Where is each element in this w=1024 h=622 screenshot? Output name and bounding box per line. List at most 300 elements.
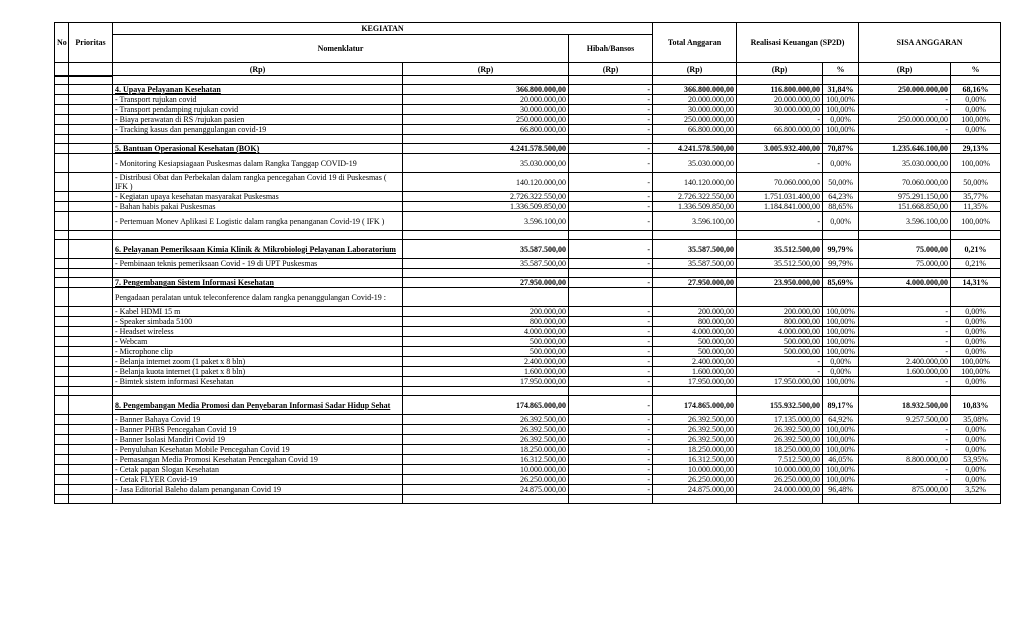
realisasi-cell: 17.135.000,00 (737, 415, 823, 425)
sisa-pct-cell: 0,00% (951, 347, 1001, 357)
item-row (55, 485, 1001, 495)
nilai-cell: 35.587.500,00 (403, 240, 569, 259)
item-name: - Biaya perawatan di RS /rujukan pasien (113, 115, 403, 125)
realisasi-cell: - (737, 357, 823, 367)
prioritas-cell (69, 435, 113, 445)
empty-cell (951, 76, 1001, 85)
hibah-cell: - (569, 85, 653, 95)
realisasi-pct-cell: 0,00% (823, 367, 859, 377)
empty-cell (823, 135, 859, 144)
spacer-row (55, 387, 1001, 396)
empty-cell (737, 135, 823, 144)
realisasi-cell: 116.800.000,00 (737, 85, 823, 95)
total-cell: 26.392.500,00 (653, 415, 737, 425)
no-cell (55, 445, 69, 455)
realisasi-cell: 20.000.000,00 (737, 95, 823, 105)
sisa-pct-cell: 100,00% (951, 367, 1001, 377)
unit-realisasi: (Rp) (737, 63, 823, 76)
prioritas-cell (69, 445, 113, 455)
item-name: - Kegiatan upaya kesehatan masyarakat Puskesmas (113, 192, 403, 202)
prioritas-cell (69, 396, 113, 415)
prioritas-cell (69, 307, 113, 317)
hibah-cell: - (569, 307, 653, 317)
nilai-cell: 26.392.500,00 (403, 435, 569, 445)
hibah-cell: - (569, 475, 653, 485)
item-name: - Headset wireless (113, 327, 403, 337)
realisasi-cell: - (737, 154, 823, 173)
unit-nilai: (Rp) (403, 63, 569, 76)
sisa-pct-cell: 35,08% (951, 415, 1001, 425)
empty-cell (69, 231, 113, 240)
sisa-pct-cell: 0,00% (951, 317, 1001, 327)
sisa-pct-cell: 0,00% (951, 125, 1001, 135)
section-title: 7. Pengembangan Sistem Informasi Kesehatan (113, 278, 403, 288)
no-cell (55, 367, 69, 377)
item-name: - Cetak papan Slogan Kesehatan (113, 465, 403, 475)
empty-cell (113, 135, 403, 144)
empty-cell (403, 135, 569, 144)
item-name: - Jasa Editorial Baleho dalam penanganan Covid 19 (113, 485, 403, 495)
sisa-cell: - (859, 337, 951, 347)
realisasi-pct-cell: 100,00% (823, 377, 859, 387)
realisasi-pct-cell: 0,00% (823, 357, 859, 367)
sisa-cell: 18.932.500,00 (859, 396, 951, 415)
prioritas-cell (69, 357, 113, 367)
sisa-pct-cell: 53,95% (951, 455, 1001, 465)
hibah-cell: - (569, 259, 653, 269)
unit-total: (Rp) (653, 63, 737, 76)
hibah-cell: - (569, 455, 653, 465)
item-row (55, 415, 1001, 425)
empty-cell (823, 495, 859, 504)
no-cell (55, 337, 69, 347)
total-cell: 16.312.500,00 (653, 455, 737, 465)
sisa-pct-cell: 0,00% (951, 465, 1001, 475)
empty-cell (859, 269, 951, 278)
total-cell: 3.596.100,00 (653, 212, 737, 231)
prioritas-cell (69, 240, 113, 259)
hibah-cell: - (569, 465, 653, 475)
prioritas-cell (69, 192, 113, 202)
total-cell: 200.000,00 (653, 307, 737, 317)
item-name: - Kabel HDMI 15 m (113, 307, 403, 317)
sisa-cell: - (859, 347, 951, 357)
total-cell: 18.250.000,00 (653, 445, 737, 455)
realisasi-pct-cell: 0,00% (823, 212, 859, 231)
item-name: - Belanja internet zoom (1 paket x 8 bln) (113, 357, 403, 367)
item-row (55, 357, 1001, 367)
empty-cell (951, 231, 1001, 240)
total-cell: 10.000.000,00 (653, 465, 737, 475)
no-cell (55, 357, 69, 367)
empty-cell (55, 76, 69, 85)
item-row (55, 95, 1001, 105)
item-name: - Bahan habis pakai Puskesmas (113, 202, 403, 212)
empty-cell (69, 76, 113, 85)
no-cell (55, 173, 69, 192)
realisasi-pct-cell: 100,00% (823, 317, 859, 327)
total-cell: 4.000.000,00 (653, 327, 737, 337)
prioritas-cell (69, 317, 113, 327)
section-title: 6. Pelayanan Pemeriksaan Kimia Klinik & Mikrobiologi Pelayanan Laboratorium (113, 240, 403, 259)
empty-cell (569, 76, 653, 85)
item-name: - Microphone clip (113, 347, 403, 357)
no-cell (55, 240, 69, 259)
realisasi-pct-cell: 99,79% (823, 240, 859, 259)
no-cell (55, 115, 69, 125)
realisasi-cell: - (737, 367, 823, 377)
sisa-pct-cell: 0,00% (951, 425, 1001, 435)
sisa-cell: 1.235.646.100,00 (859, 144, 951, 154)
empty-cell (55, 387, 69, 396)
header-nomenklatur: Nomenklatur (113, 35, 569, 63)
nilai-cell: 10.000.000,00 (403, 465, 569, 475)
item-row (55, 259, 1001, 269)
total-cell: 140.120.000,00 (653, 173, 737, 192)
hibah-cell: - (569, 212, 653, 231)
item-name: - Belanja kuota internet (1 paket x 8 bln) (113, 367, 403, 377)
item-row (55, 425, 1001, 435)
empty-cell (653, 387, 737, 396)
sisa-cell: 250.000.000,00 (859, 115, 951, 125)
sisa-cell: - (859, 125, 951, 135)
realisasi-cell: 800.000,00 (737, 317, 823, 327)
sisa-cell: 8.800.000,00 (859, 455, 951, 465)
prioritas-cell (69, 377, 113, 387)
empty-cell (569, 269, 653, 278)
empty-cell (69, 135, 113, 144)
nilai-cell: 4.241.578.500,00 (403, 144, 569, 154)
nilai-cell: 1.600.000,00 (403, 367, 569, 377)
empty-cell (653, 135, 737, 144)
sisa-pct-cell: 0,00% (951, 337, 1001, 347)
realisasi-pct-cell: 100,00% (823, 307, 859, 317)
sisa-pct-cell: 14,31% (951, 278, 1001, 288)
hibah-cell: - (569, 337, 653, 347)
total-cell: 24.875.000,00 (653, 485, 737, 495)
item-row (55, 327, 1001, 337)
item-name: - Cetak FLYER Covid-19 (113, 475, 403, 485)
nilai-cell: 2.726.322.550,00 (403, 192, 569, 202)
sisa-cell: - (859, 317, 951, 327)
empty-cell (653, 269, 737, 278)
total-cell: 1.600.000,00 (653, 367, 737, 377)
empty-cell (569, 495, 653, 504)
sisa-cell: 2.400.000,00 (859, 357, 951, 367)
sisa-pct-cell: 29,13% (951, 144, 1001, 154)
item-name: - Bimtek sistem informasi Kesehatan (113, 377, 403, 387)
no-cell (55, 485, 69, 495)
prioritas-cell (69, 367, 113, 377)
unit-nomenklatur: (Rp) (113, 63, 403, 76)
sisa-cell: - (859, 105, 951, 115)
prioritas-cell (69, 347, 113, 357)
nilai-cell: 174.865.000,00 (403, 396, 569, 415)
empty-cell (55, 135, 69, 144)
section-note: Pengadaan peralatan untuk teleconference dalam rangka penanggulangan Covid-19 : (113, 288, 403, 307)
sisa-cell: 9.257.500,00 (859, 415, 951, 425)
realisasi-cell: 26.250.000,00 (737, 475, 823, 485)
unit-sisa-pct: % (951, 63, 1001, 76)
empty-cell (69, 269, 113, 278)
nilai-cell: 16.312.500,00 (403, 455, 569, 465)
hibah-cell: - (569, 445, 653, 455)
hibah-cell: - (569, 202, 653, 212)
realisasi-cell: 500.000,00 (737, 347, 823, 357)
item-row (55, 192, 1001, 202)
section-title: 4. Upaya Pelayanan Kesehatan (113, 85, 403, 95)
empty-cell (951, 269, 1001, 278)
item-row (55, 347, 1001, 357)
realisasi-cell: 7.512.500,00 (737, 455, 823, 465)
no-cell (55, 85, 69, 95)
nilai-cell: 27.950.000,00 (403, 278, 569, 288)
no-cell (55, 377, 69, 387)
realisasi-cell: - (737, 212, 823, 231)
no-cell (55, 144, 69, 154)
realisasi-cell: 200.000,00 (737, 307, 823, 317)
realisasi-cell: 70.060.000,00 (737, 173, 823, 192)
no-cell (55, 192, 69, 202)
realisasi-pct-cell: 0,00% (823, 115, 859, 125)
prioritas-cell (69, 337, 113, 347)
realisasi-pct-cell: 99,79% (823, 259, 859, 269)
sisa-pct-cell: 0,00% (951, 435, 1001, 445)
nilai-cell: 500.000,00 (403, 347, 569, 357)
realisasi-pct-cell: 50,00% (823, 173, 859, 192)
prioritas-cell (69, 278, 113, 288)
no-cell (55, 202, 69, 212)
item-name: - Transport pendamping rujukan covid (113, 105, 403, 115)
note-row (55, 288, 1001, 307)
total-cell: 1.336.509.850,00 (653, 202, 737, 212)
sisa-pct-cell: 10,83% (951, 396, 1001, 415)
realisasi-pct-cell: 85,69% (823, 278, 859, 288)
hibah-cell: - (569, 173, 653, 192)
empty-cell (403, 269, 569, 278)
sisa-cell: - (859, 307, 951, 317)
no-cell (55, 435, 69, 445)
no-cell (55, 125, 69, 135)
hibah-cell: - (569, 415, 653, 425)
budget-table-body (55, 76, 1001, 504)
total-cell: 800.000,00 (653, 317, 737, 327)
empty-cell (403, 76, 569, 85)
prioritas-cell (69, 212, 113, 231)
total-cell: 27.950.000,00 (653, 278, 737, 288)
header-kegiatan: KEGIATAN (113, 23, 653, 35)
nilai-cell: 30.000.000,00 (403, 105, 569, 115)
item-row (55, 115, 1001, 125)
hibah-cell: - (569, 154, 653, 173)
empty-cell (951, 495, 1001, 504)
realisasi-cell: 1.184.841.000,00 (737, 202, 823, 212)
section-row (55, 396, 1001, 415)
hibah-cell: - (569, 485, 653, 495)
hibah-cell: - (569, 327, 653, 337)
spacer-row (55, 135, 1001, 144)
prioritas-cell (69, 202, 113, 212)
nilai-cell: 26.392.500,00 (403, 415, 569, 425)
item-row (55, 317, 1001, 327)
no-cell (55, 307, 69, 317)
hibah-cell: - (569, 367, 653, 377)
empty-cell (403, 495, 569, 504)
item-row (55, 212, 1001, 231)
empty-cell (55, 269, 69, 278)
item-row (55, 337, 1001, 347)
total-cell: 26.250.000,00 (653, 475, 737, 485)
no-cell (55, 455, 69, 465)
sisa-cell: 35.030.000,00 (859, 154, 951, 173)
empty-cell (569, 387, 653, 396)
prioritas-cell (69, 455, 113, 465)
realisasi-pct-cell: 100,00% (823, 327, 859, 337)
no-cell (55, 212, 69, 231)
nilai-cell: 26.250.000,00 (403, 475, 569, 485)
unit-sisa: (Rp) (859, 63, 951, 76)
sisa-cell: 250.000.000,00 (859, 85, 951, 95)
no-cell (55, 347, 69, 357)
realisasi-cell: 30.000.000,00 (737, 105, 823, 115)
empty-cell (859, 76, 951, 85)
sisa-cell: 1.600.000,00 (859, 367, 951, 377)
item-row (55, 173, 1001, 192)
hibah-cell: - (569, 144, 653, 154)
realisasi-cell: 17.950.000,00 (737, 377, 823, 387)
empty-cell (951, 387, 1001, 396)
empty-cell (653, 495, 737, 504)
item-name: - Distribusi Obat dan Perbekalan dalam rangka pencegahan Covid 19 di Puskesmas ( IFK ) (113, 173, 403, 192)
item-row (55, 475, 1001, 485)
empty-cell (737, 288, 823, 307)
sisa-pct-cell: 100,00% (951, 115, 1001, 125)
hibah-cell: - (569, 125, 653, 135)
item-row (55, 105, 1001, 115)
sisa-cell: - (859, 377, 951, 387)
empty-cell (69, 387, 113, 396)
realisasi-pct-cell: 0,00% (823, 154, 859, 173)
empty-cell (569, 231, 653, 240)
nilai-cell: 17.950.000,00 (403, 377, 569, 387)
realisasi-cell: 35.512.500,00 (737, 259, 823, 269)
total-cell: 4.241.578.500,00 (653, 144, 737, 154)
total-cell: 500.000,00 (653, 347, 737, 357)
empty-cell (69, 495, 113, 504)
empty-cell (859, 495, 951, 504)
realisasi-pct-cell: 89,17% (823, 396, 859, 415)
item-name: - Pertemuan Monev Aplikasi E Logistic dalam rangka penanganan Covid-19 ( IFK ) (113, 212, 403, 231)
realisasi-cell: 155.932.500,00 (737, 396, 823, 415)
empty-cell (737, 76, 823, 85)
nilai-cell: 26.392.500,00 (403, 425, 569, 435)
empty-cell (859, 135, 951, 144)
total-cell: 2.400.000,00 (653, 357, 737, 367)
total-cell: 26.392.500,00 (653, 425, 737, 435)
item-row (55, 445, 1001, 455)
no-cell (55, 327, 69, 337)
empty-cell (113, 231, 403, 240)
empty-cell (737, 231, 823, 240)
nilai-cell: 24.875.000,00 (403, 485, 569, 495)
empty-cell (823, 269, 859, 278)
sisa-cell: 70.060.000,00 (859, 173, 951, 192)
item-row (55, 465, 1001, 475)
total-cell: 35.587.500,00 (653, 240, 737, 259)
hibah-cell: - (569, 425, 653, 435)
no-cell (55, 475, 69, 485)
total-cell: 17.950.000,00 (653, 377, 737, 387)
empty-cell (823, 387, 859, 396)
total-cell: 35.587.500,00 (653, 259, 737, 269)
item-row (55, 435, 1001, 445)
prioritas-cell (69, 125, 113, 135)
item-row (55, 377, 1001, 387)
no-cell (55, 465, 69, 475)
sisa-pct-cell: 0,00% (951, 307, 1001, 317)
hibah-cell: - (569, 317, 653, 327)
item-name: - Speaker simbada 5100 (113, 317, 403, 327)
sisa-pct-cell: 100,00% (951, 212, 1001, 231)
sisa-cell: - (859, 475, 951, 485)
sisa-cell: - (859, 327, 951, 337)
nilai-cell: 66.800.000,00 (403, 125, 569, 135)
no-cell (55, 105, 69, 115)
sisa-pct-cell: 100,00% (951, 154, 1001, 173)
no-cell (55, 415, 69, 425)
realisasi-pct-cell: 70,87% (823, 144, 859, 154)
realisasi-pct-cell: 100,00% (823, 425, 859, 435)
total-cell: 35.030.000,00 (653, 154, 737, 173)
realisasi-cell: 18.250.000,00 (737, 445, 823, 455)
empty-cell (55, 231, 69, 240)
realisasi-cell: 24.000.000,00 (737, 485, 823, 495)
total-cell: 30.000.000,00 (653, 105, 737, 115)
item-row (55, 455, 1001, 465)
realisasi-pct-cell: 46,05% (823, 455, 859, 465)
empty-cell (113, 387, 403, 396)
section-row (55, 240, 1001, 259)
realisasi-pct-cell: 88,65% (823, 202, 859, 212)
prioritas-cell (69, 485, 113, 495)
sisa-cell: 75.000,00 (859, 259, 951, 269)
sisa-pct-cell: 3,52% (951, 485, 1001, 495)
sisa-cell: - (859, 425, 951, 435)
prioritas-cell (69, 154, 113, 173)
item-name: - Webcam (113, 337, 403, 347)
header-sisa: SISA ANGGARAN (859, 23, 1001, 63)
total-cell: 174.865.000,00 (653, 396, 737, 415)
sisa-pct-cell: 0,21% (951, 240, 1001, 259)
sisa-pct-cell: 0,00% (951, 377, 1001, 387)
empty-cell (569, 288, 653, 307)
nilai-cell: 35.030.000,00 (403, 154, 569, 173)
empty-cell (823, 231, 859, 240)
hibah-cell: - (569, 105, 653, 115)
section-row (55, 144, 1001, 154)
total-cell: 366.800.000,00 (653, 85, 737, 95)
realisasi-cell: 35.512.500,00 (737, 240, 823, 259)
sisa-cell: - (859, 465, 951, 475)
realisasi-cell: 1.751.031.400,00 (737, 192, 823, 202)
sisa-cell: 875.000,00 (859, 485, 951, 495)
empty-cell (823, 288, 859, 307)
sisa-cell: 4.000.000,00 (859, 278, 951, 288)
sisa-cell: - (859, 95, 951, 105)
prioritas-cell (69, 327, 113, 337)
item-row (55, 307, 1001, 317)
empty-cell (55, 495, 69, 504)
